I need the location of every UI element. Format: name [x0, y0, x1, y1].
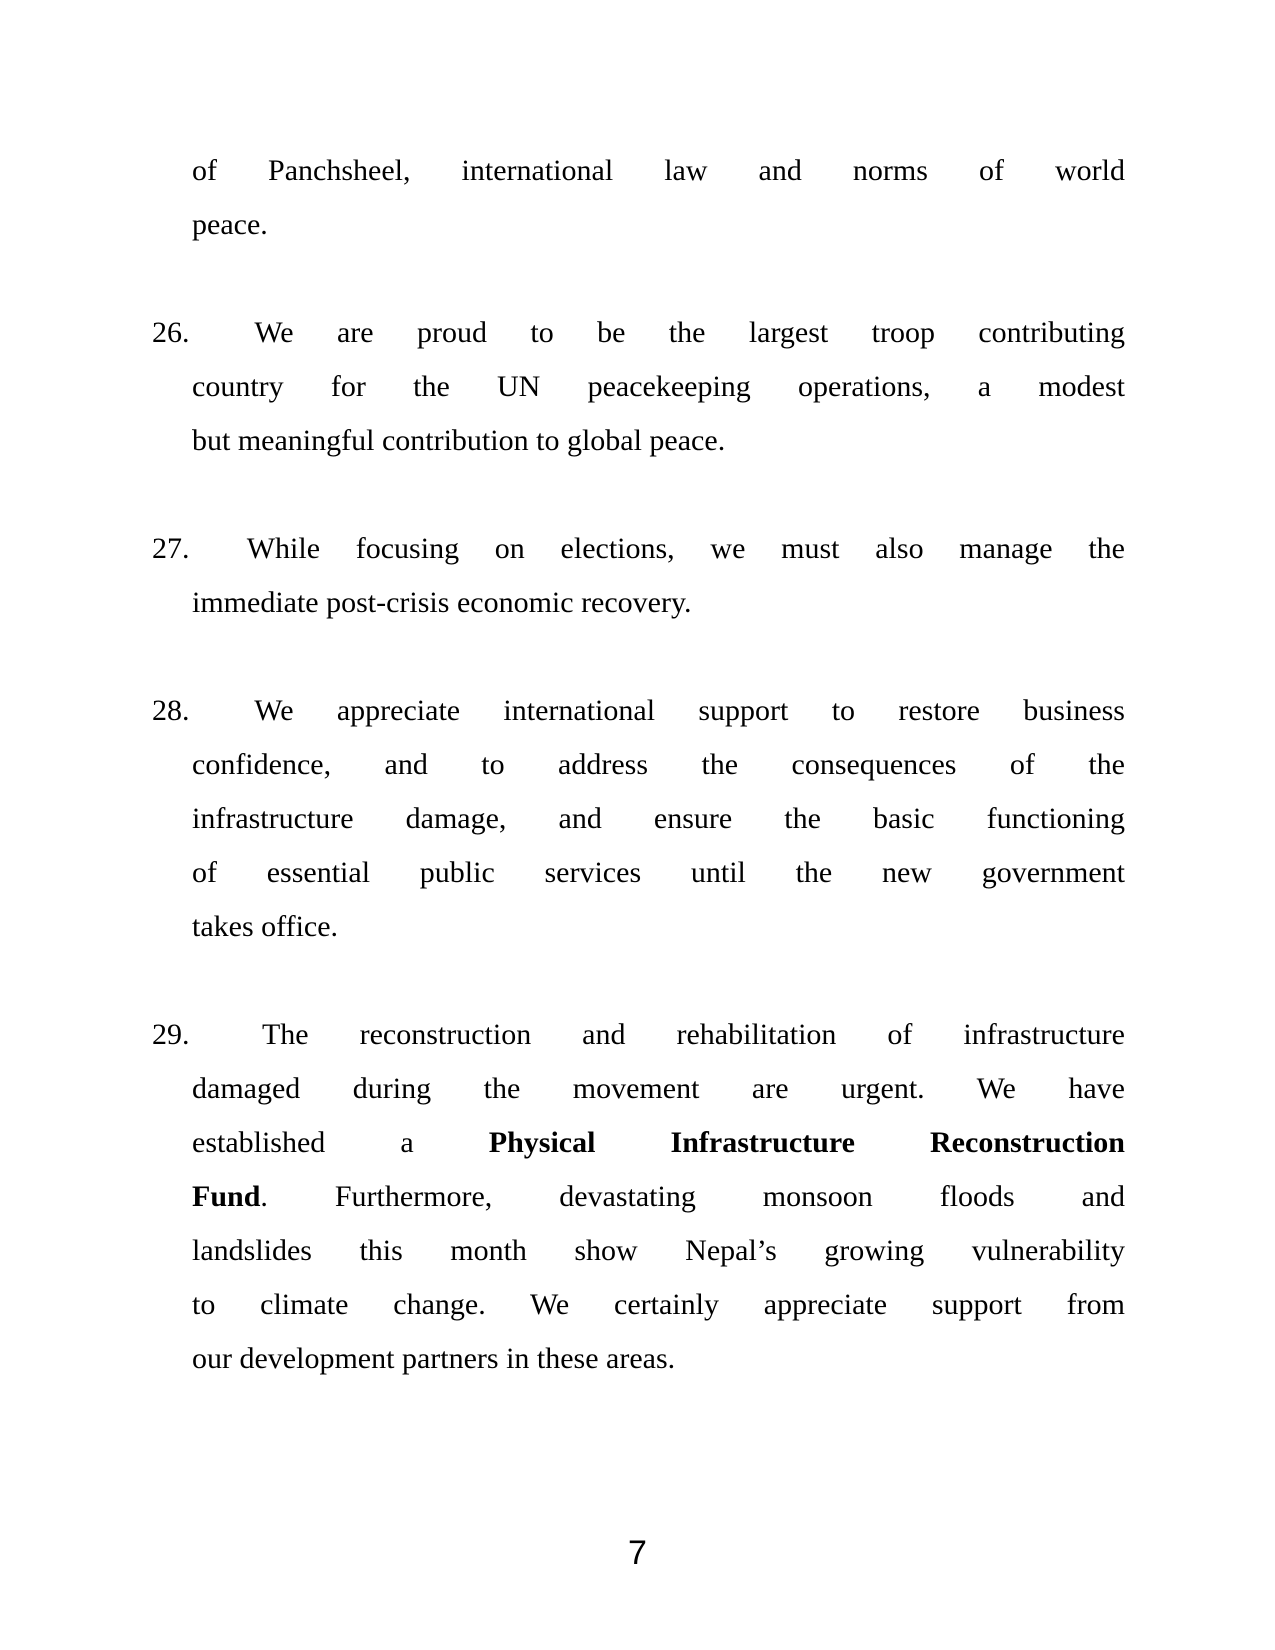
text-line	[192, 576, 1125, 630]
text-line	[192, 1278, 1125, 1332]
text-segment: confidence, and to address the consequences of the	[192, 748, 1125, 781]
text-line	[192, 360, 1125, 414]
text-line	[192, 1224, 1125, 1278]
paragraph-26	[152, 306, 1125, 468]
text-line	[192, 846, 1125, 900]
text-line	[192, 1332, 1125, 1386]
text-segment: but meaningful contribution to global peace.	[192, 424, 726, 457]
text-segment: landslides this month show Nepal’s growing vulnerability	[192, 1234, 1125, 1267]
text-segment: to climate change. We certainly appreciate support from	[192, 1288, 1125, 1321]
paragraph-29	[152, 1008, 1125, 1386]
paragraph-number: 26.	[152, 316, 190, 349]
bold-text-segment: Physical Infrastructure Reconstruction	[488, 1126, 1125, 1159]
text-segment: takes office.	[192, 910, 339, 943]
text-line	[192, 900, 1125, 954]
paragraph-28	[152, 684, 1125, 954]
paragraph-number: 27.	[152, 532, 190, 565]
text-line	[192, 1116, 1125, 1170]
text-line	[152, 684, 1125, 738]
paragraph-number: 29.	[152, 1018, 190, 1051]
text-segment: of Panchsheel, international law and norms of world	[192, 154, 1125, 187]
text-segment: country for the UN peacekeeping operations, a modest	[192, 370, 1125, 403]
text-segment: damaged during the movement are urgent. We have	[192, 1072, 1125, 1105]
text-line	[152, 1008, 1125, 1062]
paragraph-continuation	[152, 144, 1125, 252]
paragraph-number: 28.	[152, 694, 190, 727]
text-line	[192, 198, 1125, 252]
paragraph-27	[152, 522, 1125, 630]
bold-text-segment: Fund	[192, 1180, 261, 1213]
text-segment: established a	[192, 1126, 489, 1159]
text-segment: of essential public services until the new government	[192, 856, 1125, 889]
document-body	[152, 144, 1125, 1386]
text-segment: immediate post-crisis economic recovery.	[192, 586, 692, 619]
text-line	[192, 738, 1125, 792]
text-line	[192, 1170, 1125, 1224]
text-segment: . Furthermore, devastating monsoon floods and	[260, 1180, 1125, 1213]
text-line	[152, 306, 1125, 360]
text-segment: The reconstruction and rehabilitation of infrastructure	[261, 1018, 1125, 1051]
text-line	[192, 414, 1125, 468]
text-line	[152, 522, 1125, 576]
text-line	[192, 1062, 1125, 1116]
text-segment: peace.	[192, 208, 268, 241]
text-line	[192, 792, 1125, 846]
text-segment: We are proud to be the largest troop contributing	[254, 316, 1125, 349]
text-line	[192, 144, 1125, 198]
text-segment: infrastructure damage, and ensure the basic functioning	[192, 802, 1125, 835]
text-segment: We appreciate international support to restore business	[254, 694, 1125, 727]
text-segment: While focusing on elections, we must also manage the	[246, 532, 1125, 565]
text-segment: our development partners in these areas.	[192, 1342, 676, 1375]
page-number: 7	[628, 1534, 647, 1572]
